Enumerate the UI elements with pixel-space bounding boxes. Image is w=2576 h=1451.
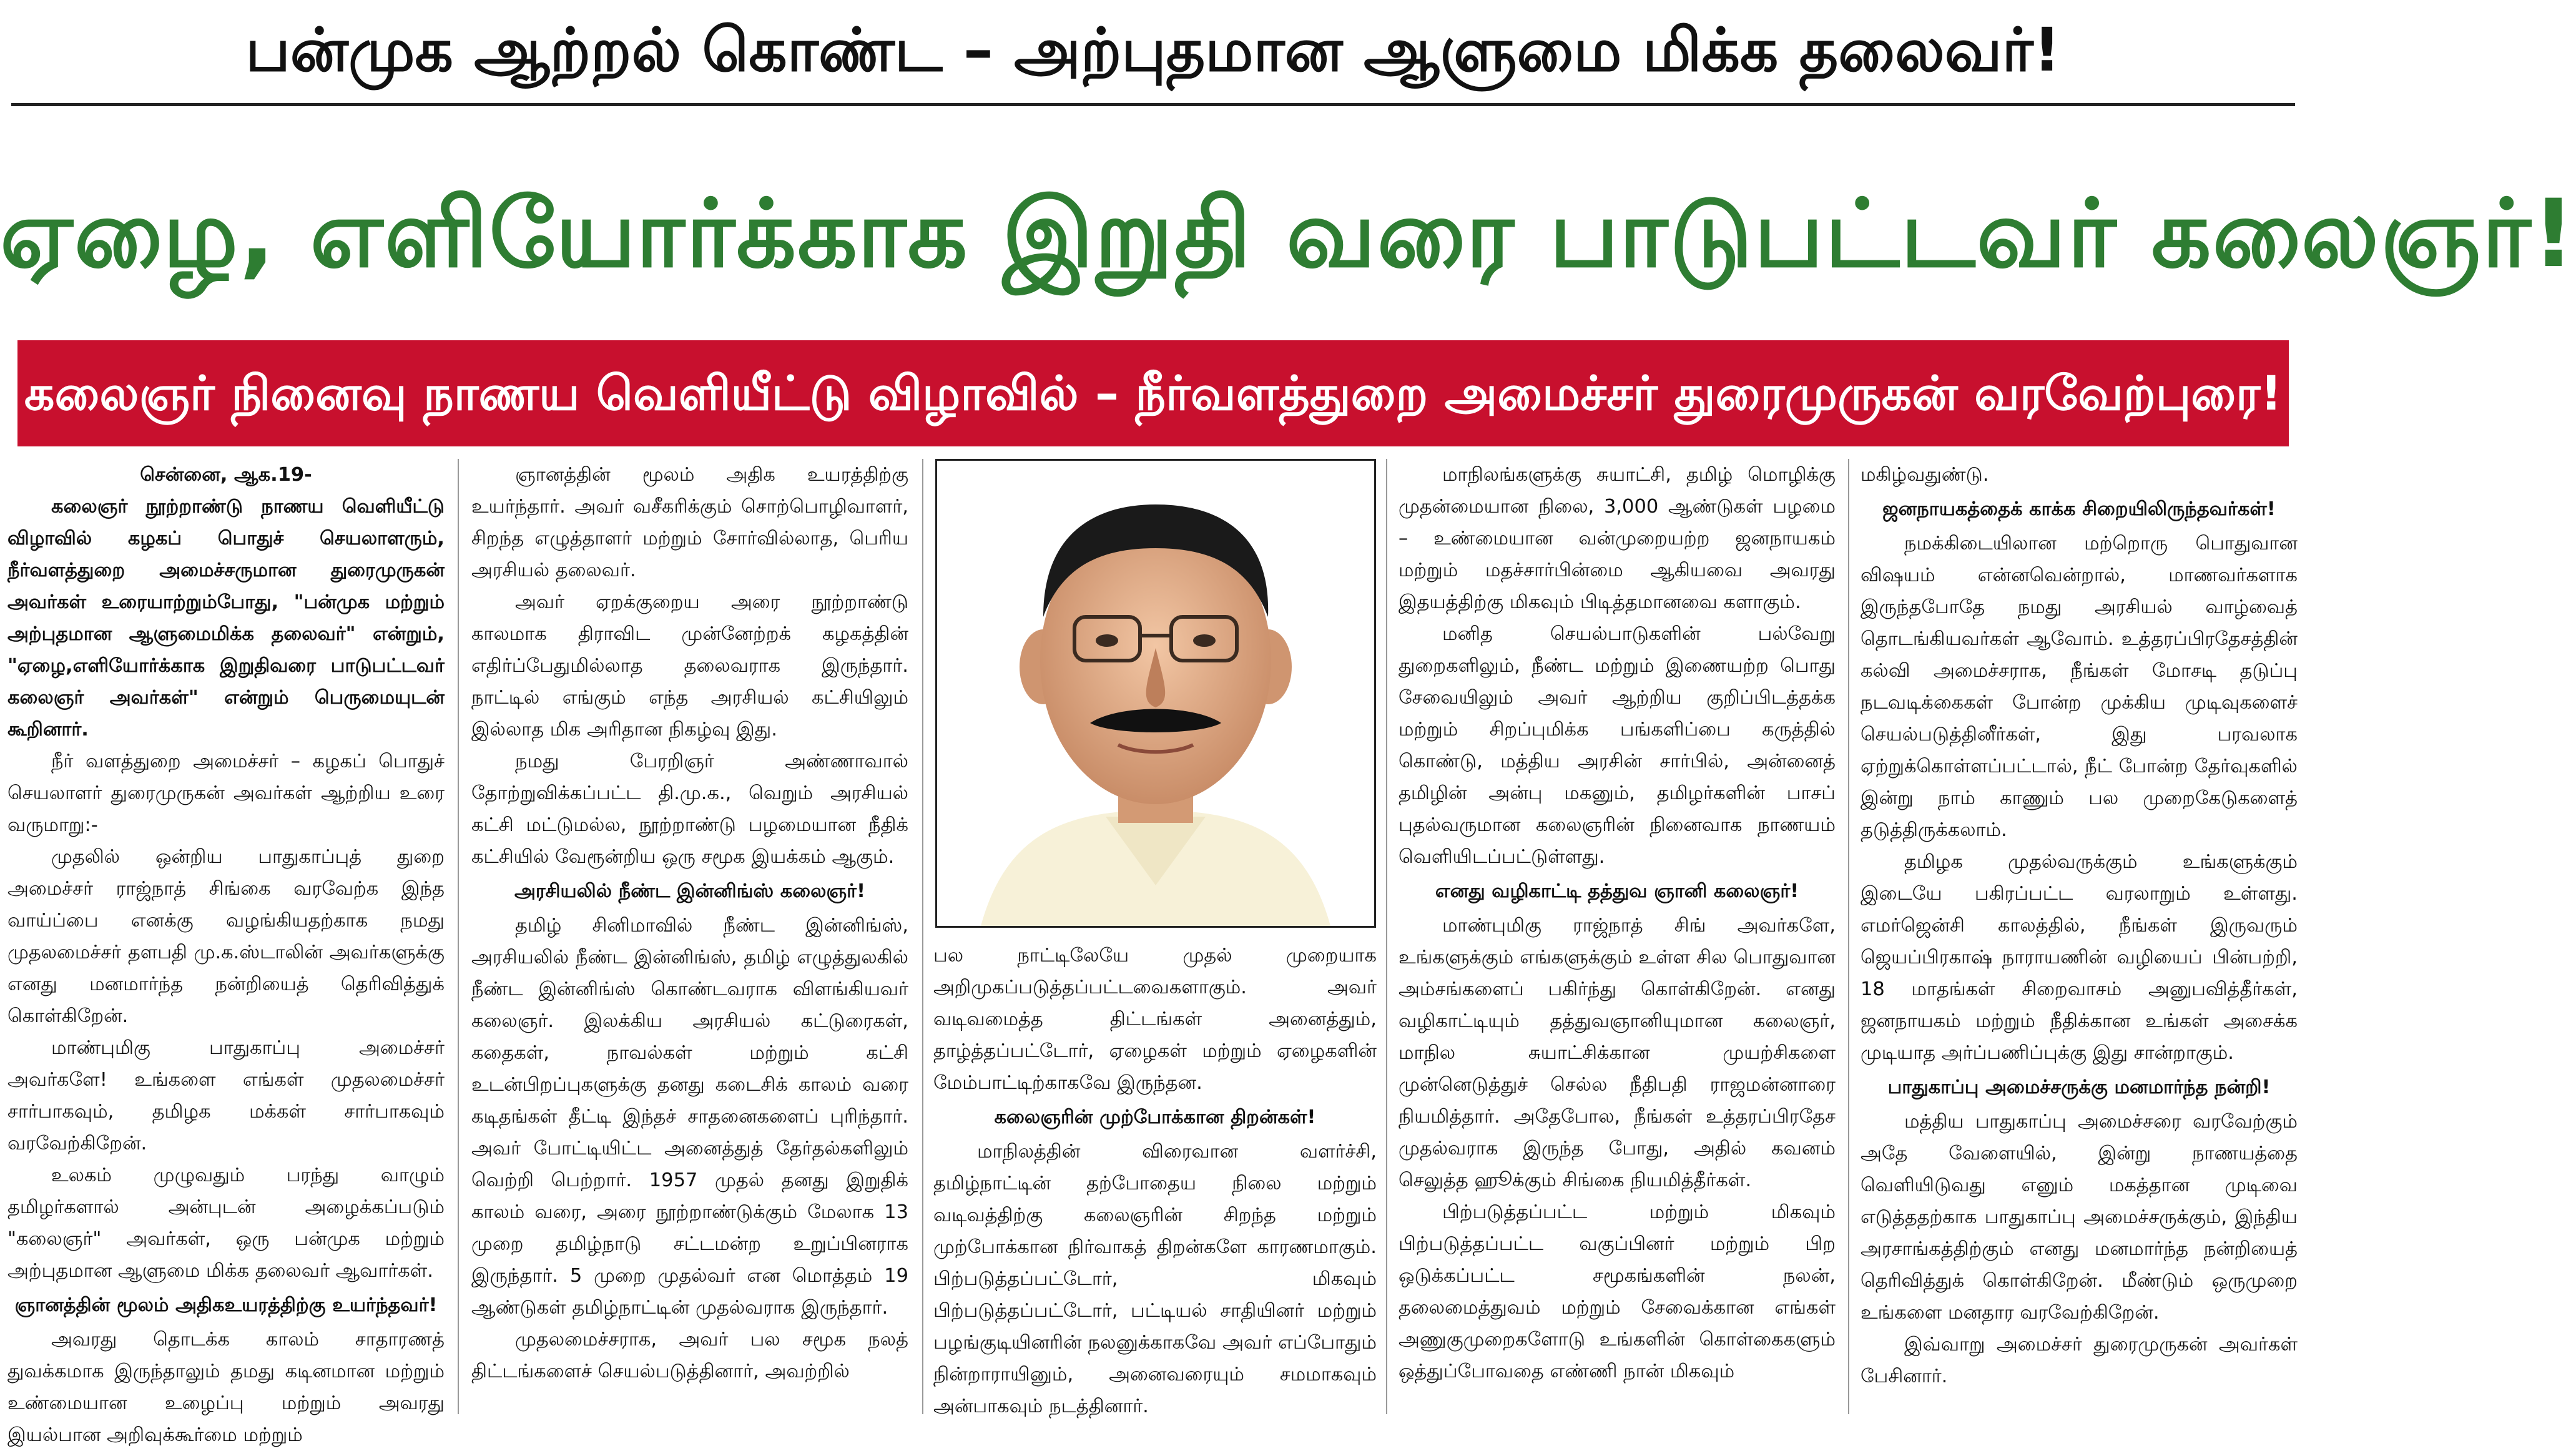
paragraph: மாநிலங்களுக்கு சுயாட்சி, தமிழ் மொழிக்கு முதன்மையான நிலை, 3,000 ஆண்டுகள் பழமை – உண்மையான வன்முறையற்ற ஜனநாயகம் மற்றும் மதச்சார்பின்மை ஆகியவை அவரது இதயத்திற்கு மிகவும் பிடித்தமானவை களாகும். [1399, 464, 1836, 613]
article-column-3 [933, 940, 1377, 1417]
article-column-2 [471, 459, 908, 1414]
paragraph: நீர் வளத்துறை அமைச்சர் – கழகப் பொதுச் செயலாளர் துரைமுருகன் அவர்கள் ஆற்றிய உரை வருமாறு:- [7, 750, 445, 836]
portrait-icon [937, 461, 1374, 926]
kicker-divider [11, 103, 2295, 106]
column-divider [458, 459, 459, 1414]
paragraph: மாண்புமிகு ராஜ்நாத் சிங் அவர்களே, உங்களுக்கும் எங்களுக்கும் உள்ள சில பொதுவான அம்சங்களைப் பகிர்ந்து கொள்கிறேன். எனது வழிகாட்டியும் தத்துவஞானியுமான கலைஞர், மாநில சுயாட்சிக்கான முயற்சிகளை முன்னெடுத்துச் செல்ல நீதிபதி ராஜமன்னாரை நியமித்தார். அதேபோல, நீங்கள் உத்தரப்பிரதேச முதல்வராக இருந்த போது, அதில் கவனம் செலுத்த ஹூக்கும் சிங்கை நியமித்தீர்கள். [1399, 915, 1836, 1191]
paragraph: மகிழ்வதுண்டு. [1861, 464, 1989, 486]
article-column-1 [7, 459, 445, 1446]
column-divider [922, 459, 923, 1414]
red-banner [17, 340, 2289, 446]
paragraph: பல நாட்டிலேயே முதல் முறையாக அறிமுகப்படுத்தப்பட்டவைகளாகும். அவர் வடிவமைத்த திட்டங்கள் அனைத்தும், தாழ்த்தப்பட்டோர், ஏழைகள் மற்றும் ஏழைகளின் மேம்பாட்டிற்காகவே இருந்தன. [933, 945, 1377, 1094]
paragraph: நமது பேரறிஞர் அண்ணாவால் தோற்றுவிக்கப்பட்ட தி.மு.க., வெறும் அரசியல் கட்சி மட்டுமல்ல, நூற்றாண்டு பழமையான நீதிக் கட்சியில் வேரூன்றிய ஒரு சமூக இயக்கம் ஆகும். [471, 750, 908, 868]
paragraph: அவர் ஏறக்குறைய அரை நூற்றாண்டு காலமாக திராவிட முன்னேற்றக் கழகத்தின் எதிர்ப்பேதுமில்லாத தலைவராக இருந்தார். நாட்டில் எங்கும் எந்த அரசியல் கட்சியிலும் இல்லாத மிக அரிதான நிகழ்வு இது. [471, 591, 908, 740]
paragraph: மத்திய பாதுகாப்பு அமைச்சரை வரவேற்கும் அதே வேளையில், இன்று நாணயத்தை வெளியிடுவது எனும் மகத்தான முடிவை எடுத்ததற்காக பாதுகாப்பு அமைச்சருக்கும், இந்திய அரசாங்கத்திற்கும் எனது மனமார்ந்த நன்றியைத் தெரிவித்துக் கொள்கிறேன். மீண்டும் ஒருமுறை உங்களை மனதார வரவேற்கிறேன். [1861, 1111, 2298, 1324]
subheading: பாதுகாப்பு அமைச்சருக்கு மனமார்ந்த நன்றி! [1887, 1076, 2271, 1098]
paragraph: முதலமைச்சராக, அவர் பல சமூக நலத் திட்டங்களைச் செயல்படுத்தினார், அவற்றில் [471, 1329, 908, 1382]
paragraph: முதலில் ஒன்றிய பாதுகாப்புத் துறை அமைச்சர் ராஜ்நாத் சிங்கை வரவேற்க இந்த வாய்ப்பை எனக்கு வழங்கியதற்காக நமது முதலமைச்சர் தளபதி மு.க.ஸ்டாலின் அவர்களுக்கு எனது மனமார்ந்த நன்றியைத் தெரிவித்துக் கொள்கிறேன். [7, 846, 445, 1027]
subheading: கலைஞரின் முற்போக்கான திறன்கள்! [994, 1106, 1316, 1128]
banner-text: கலைஞர் நினைவு நாணய வெளியீட்டு விழாவில் – நீர்வளத்துறை அமைச்சர் துரைமுருகன் வரவேற்புரை! [24, 365, 2283, 421]
kicker-headline: பன்முக ஆற்றல் கொண்ட – அற்புதமான ஆளுமை மிக்க தலைவர்! [245, 15, 2061, 85]
paragraph: மாநிலத்தின் விரைவான வளர்ச்சி, தமிழ்நாட்டின் தற்போதைய நிலை மற்றும் வடிவத்திற்கு கலைஞரின் சிறந்த மற்றும் முற்போக்கான நிர்வாகத் திறன்களே காரணமாகும். பிற்படுத்தப்பட்டோர், மிகவும் பிற்படுத்தப்பட்டோர், பட்டியல் சாதியினர் மற்றும் பழங்குடியினரின் நலனுக்காகவே அவர் எப்போதும் நின்றாராயினும், அனைவரையும் சமமாகவும் அன்பாகவும் நடத்தினார். [933, 1141, 1377, 1417]
subheading: அரசியலில் நீண்ட இன்னிங்ஸ் கலைஞர்! [514, 880, 866, 902]
subheading: ஜனநாயகத்தைக் காக்க சிறையிலிருந்தவர்கள்! [1882, 498, 2276, 520]
paragraph: பிற்படுத்தப்பட்ட மற்றும் மிகவும் பிற்படுத்தப்பட்ட வகுப்பினர் மற்றும் பிற ஒடுக்கப்பட்ட சமூகங்களின் நலன், தலைமைத்துவம் மற்றும் சேவைக்கான எங்கள் அணுகுமுறைகளோடு உங்களின் கொள்கைகளும் ஒத்துப்போவதை எண்ணி நான் மிகவும் [1399, 1201, 1836, 1382]
portrait-photo [935, 459, 1376, 928]
subheading: எனது வழிகாட்டி தத்துவ ஞானி கலைஞர்! [1435, 880, 1799, 902]
article-column-5 [1861, 459, 2298, 1414]
paragraph: இவ்வாறு அமைச்சர் துரைமுருகன் அவர்கள் பேசினார். [1861, 1334, 2298, 1387]
paragraph: தமிழ் சினிமாவில் நீண்ட இன்னிங்ஸ், அரசியலில் நீண்ட இன்னிங்ஸ், தமிழ் எழுத்துலகில் நீண்ட இன்னிங்ஸ் கொண்டவராக விளங்கியவர் கலைஞர். இலக்கிய அரசியல் கட்டுரைகள், கதைகள், நாவல்கள் மற்றும் கட்சி உடன்பிறப்புகளுக்கு தனது கடைசிக் காலம் வரை கடிதங்கள் தீட்டி இந்தச் சாதனைகளைப் புரிந்தார். அவர் போட்டியிட்ட அனைத்துத் தேர்தல்களிலும் வெற்றி பெற்றார். 1957 முதல் தனது இறுதிக் காலம் வரை, அரை நூற்றாண்டுக்கும் மேலாக 13 முறை தமிழ்நாடு சட்டமன்ற உறுப்பினராக இருந்தார். 5 முறை முதல்வர் என மொத்தம் 19 ஆண்டுகள் தமிழ்நாட்டின் முதல்வராக இருந்தார். [471, 915, 908, 1319]
subheading: ஞானத்தின் மூலம் அதிகஉயரத்திற்கு உயர்ந்தவர்! [14, 1294, 438, 1316]
paragraph: தமிழக முதல்வருக்கும் உங்களுக்கும் இடையே பகிரப்பட்ட வரலாறும் உள்ளது. எமர்ஜென்சி காலத்தில், நீங்கள் இருவரும் ஜெயப்பிரகாஷ் நாராயணின் வழியைப் பின்பற்றி, 18 மாதங்கள் சிறைவாசம் அனுபவித்தீர்கள், ஜனநாயகம் மற்றும் நீதிக்கான உங்கள் அசைக்க முடியாத அர்ப்பணிப்புக்கு இது சான்றாகும். [1861, 851, 2298, 1064]
lead-paragraph: கலைஞர் நூற்றாண்டு நாணய வெளியீட்டு விழாவில் கழகப் பொதுச் செயலாளரும், நீர்வளத்துறை அமைச்சருமான துரைமுருகன் அவர்கள் உரையாற்றும்போது, "பன்முக மற்றும் அற்புதமான ஆளுமைமிக்க தலைவர்" என்றும், "ஏழை,எளியோர்க்காக இறுதிவரை பாடுபட்டவர் கலைஞர் அவர்கள்" என்றும் பெருமையுடன் கூறினார். [7, 496, 445, 740]
main-headline: ஏழை, எளியோர்க்காக இறுதி வரை பாடுபட்டவர் கலைஞர்! [0, 180, 2576, 288]
paragraph: ஞானத்தின் மூலம் அதிக உயரத்திற்கு உயர்ந்தார். அவர் வசீகரிக்கும் சொற்பொழிவாளர், சிறந்த எழுத்தாளர் மற்றும் சோர்வில்லாத, பெரிய அரசியல் தலைவர். [471, 464, 908, 581]
paragraph: அவரது தொடக்க காலம் சாதாரணத் துவக்கமாக இருந்தாலும் தமது கடினமான மற்றும் உண்மையான உழைப்பு மற்றும் அவரது இயல்பான அறிவுக்கூர்மை மற்றும் [7, 1329, 445, 1446]
dateline: சென்னை, ஆக.19- [140, 464, 312, 486]
paragraph: நமக்கிடையிலான மற்றொரு பொதுவான விஷயம் என்னவென்றால், மாணவர்களாக இருந்தபோதே நமது அரசியல் வாழ்வைத் தொடங்கியவர்கள் ஆவோம். உத்தரப்பிரதேசத்தின் கல்வி அமைச்சராக, நீங்கள் மோசடி தடுப்பு நடவடிக்கைகள் போன்ற முக்கிய முடிவுகளைச் செயல்படுத்தினீர்கள், இது பரவலாக ஏற்றுக்கொள்ளப்பட்டால், நீட் போன்ற தேர்வுகளில் இன்று நாம் காணும் பல முறைகேடுகளைத் தடுத்திருக்கலாம். [1861, 533, 2298, 841]
column-divider [1386, 459, 1387, 1414]
paragraph: உலகம் முழுவதும் பரந்து வாழும் தமிழர்களால் அன்புடன் அழைக்கப்படும் "கலைஞர்" அவர்கள், ஒரு பன்முக மற்றும் அற்புதமான ஆளுமை மிக்க தலைவர் ஆவார்கள். [7, 1164, 445, 1282]
paragraph: மனித செயல்பாடுகளின் பல்வேறு துறைகளிலும், நீண்ட மற்றும் இணையற்ற பொது சேவையிலும் அவர் ஆற்றிய குறிப்பிடத்தக்க மற்றும் சிறப்புமிக்க பங்களிப்பை கருத்தில் கொண்டு, மத்திய அரசின் சார்பில், அன்னைத் தமிழின் அன்பு மகனும், தமிழர்களின் பாசப் புதல்வருமான கலைஞரின் நினைவாக நாணயம் வெளியிடப்பட்டுள்ளது. [1399, 623, 1836, 868]
column-divider [1848, 459, 1849, 1414]
paragraph: மாண்புமிகு பாதுகாப்பு அமைச்சர் அவர்களே! உங்களை எங்கள் முதலமைச்சர் சார்பாகவும், தமிழக மக்கள் சார்பாகவும் வரவேற்கிறேன். [7, 1037, 445, 1154]
article-column-4 [1399, 459, 1836, 1414]
